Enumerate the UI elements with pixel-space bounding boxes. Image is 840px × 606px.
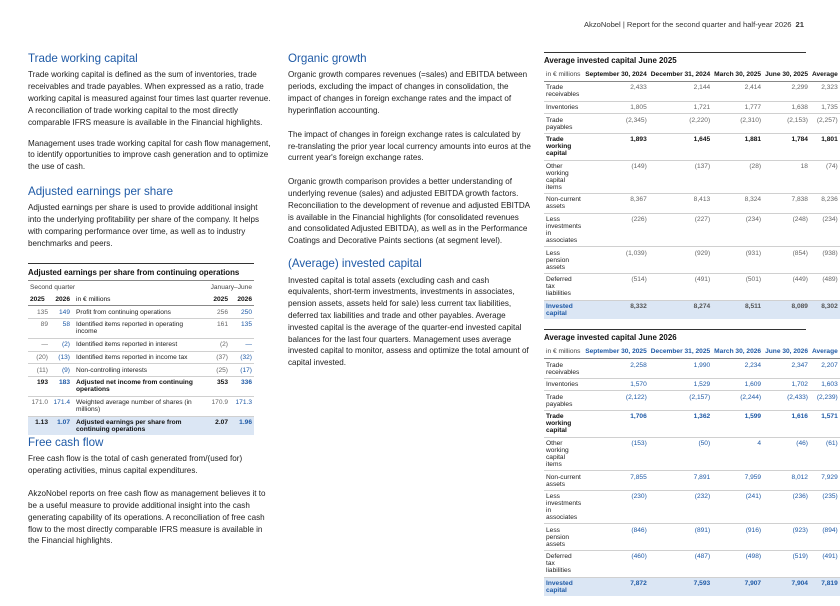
page-number: 21 [795,20,804,29]
q2-2026-cell: 58 [50,318,72,338]
q2-2026-cell: 183 [50,377,72,397]
h1-2025-cell: (25) [204,364,230,377]
value-cell: (916) [712,524,763,551]
value-cell: 7,959 [712,471,763,491]
value-cell: (501) [712,273,763,300]
header-cell: March 30, 2025 [712,69,763,82]
header-cell: March 30, 2026 [712,346,763,359]
value-cell: (2,239) [810,391,840,411]
value-cell: 1,529 [649,378,712,391]
value-cell: (226) [583,213,649,247]
row-label: Identified items reported in income tax [72,351,204,364]
header-cell: 2025 [204,293,230,305]
q2-2026-cell: (2) [50,338,72,351]
value-cell: (491) [810,551,840,578]
value-cell: 1,599 [712,411,763,438]
value-cell: 2,144 [649,82,712,102]
h1-2025-cell: 170.9 [204,396,230,416]
value-cell: 8,367 [583,194,649,214]
left-column [28,52,272,259]
q2-2026-cell: 149 [50,306,72,319]
value-cell: (2,153) [763,114,810,134]
value-cell: (248) [763,213,810,247]
value-cell: 7,593 [649,577,712,596]
q2-2025-cell: 1.13 [28,416,50,435]
q2-2025-cell: 89 [28,318,50,338]
table-row [544,524,840,551]
value-cell: 2,207 [810,359,840,379]
unit-label: in € millions [544,69,583,82]
value-cell: 8,324 [712,194,763,214]
page-header [584,20,804,29]
table-row [544,411,840,438]
paragraph: Management uses trade working capital for cash flow management, to identify opportunities to improve cash generation and to optimize the use of cash. [28,138,271,172]
invested-capital-2025-block [544,52,838,319]
header-cell: 2026 [230,293,254,305]
row-label: Adjusted net income from continuing operations [72,377,204,397]
q2-2025-cell: 193 [28,377,50,397]
row-label: Less pension assets [544,247,583,274]
paragraph: Trade working capital is defined as the sum of inventories, trade receivables and trade payables. When expressed as a ratio, trade working capital is measured against four times last quarter revenue. A reconciliation of trade working capital to the most directly comparable IFRS measure is available in the Financial highlights. [28,70,271,127]
h1-2026-cell: 336 [230,377,254,397]
table-row [544,551,840,578]
header-cell: 2026 [50,293,72,305]
h1-2025-cell: 161 [204,318,230,338]
value-cell: (2,157) [649,391,712,411]
value-cell: (234) [810,213,840,247]
value-cell: (498) [712,551,763,578]
table-row [544,160,840,194]
table-title: Average invested capital June 2025 [544,52,806,69]
header-cell: June 30, 2026 [763,346,810,359]
paragraph: AkzoNobel reports on free cash flow as management believes it to be a useful measure to provide additional insight into the cash generating capability of its operations. A reconciliation of free cash flow to the most directly comparable IFRS measure is available in the Financial highlights. [28,489,266,546]
paragraph: Adjusted earnings per share is used to provide additional insight into the underlying profitability per share of the company. It helps with comparing performance over time, as well as to industry benchmarks and peers. [28,203,260,248]
q2-2025-cell: 135 [28,306,50,319]
value-cell: 1,706 [583,411,649,438]
paragraph: Organic growth comparison provides a better understanding of underlying revenue (sales) and adjusted EBITDA growth factors. Reconciliation to the development of revenue and adjusted EBITDA is available in the Financial highlights (for consolidated revenues and consolidated Adjusted EBITDA), as well as in the Performance Coatings and Decorative Paints sections (at segment level). [288,177,530,246]
q2-2025-cell: (20) [28,351,50,364]
row-label: Other working capital items [544,160,583,194]
invested-capital-2026-block [544,329,838,596]
value-cell: (74) [810,160,840,194]
h1-2026-cell: (32) [230,351,254,364]
header-cell: Average [810,69,840,82]
header-cell: September 30, 2025 [583,346,649,359]
value-cell: (514) [583,273,649,300]
value-cell: (929) [649,247,712,274]
row-label: Less investments in associates [544,490,583,524]
header-cell: December 31, 2024 [649,69,712,82]
value-cell: 1,893 [583,133,649,160]
table-group-row [28,281,254,294]
value-cell: (235) [810,490,840,524]
section-title-adjusted-eps: Adjusted earnings per share [28,184,174,198]
value-cell: (1,039) [583,247,649,274]
value-cell: 2,258 [583,359,649,379]
value-cell: (2,122) [583,391,649,411]
row-label: Trade payables [544,114,583,134]
value-cell: (449) [763,273,810,300]
value-cell: 7,929 [810,471,840,491]
h1-2026-cell: (17) [230,364,254,377]
value-cell: 8,511 [712,300,763,319]
row-label: Trade receivables [544,359,583,379]
h1-2025-cell: 2.07 [204,416,230,435]
value-cell: (46) [763,437,810,471]
q2-2026-cell: (9) [50,364,72,377]
value-cell: 1,801 [810,133,840,160]
table-row [28,364,254,377]
row-label: Profit from continuing operations [72,306,204,319]
value-cell: 1,735 [810,101,840,114]
value-cell: 4 [712,437,763,471]
value-cell: (489) [810,273,840,300]
q2-2025-cell: — [28,338,50,351]
value-cell: (227) [649,213,712,247]
value-cell: (923) [763,524,810,551]
h1-2025-cell: (37) [204,351,230,364]
value-cell: 1,784 [763,133,810,160]
value-cell: 1,638 [763,101,810,114]
eps-table-title: Adjusted earnings per share from continuing operations [28,263,254,280]
value-cell: 1,571 [810,411,840,438]
row-label: Deferred tax liabilities [544,551,583,578]
value-cell: 1,362 [649,411,712,438]
table-row [544,471,840,491]
value-cell: (232) [649,490,712,524]
header-text: AkzoNobel | Report for the second quarter and half-year 2026 [583,20,792,29]
value-cell: (28) [712,160,763,194]
value-cell: 2,414 [712,82,763,102]
value-cell: (519) [763,551,810,578]
table-row [544,391,840,411]
value-cell: 1,609 [712,378,763,391]
invested-capital-2026-table [544,346,840,596]
value-cell: (137) [649,160,712,194]
table-row [544,213,840,247]
table-header-row [544,346,840,359]
table-row [544,273,840,300]
group-label-halfyear: January–June [204,281,254,294]
paragraph: Organic growth compares revenues (=sales) and EBITDA between periods, excluding the impact of changes in consolidation, the impact of changes in foreign exchange rates and the impact of hyperinflation accounting. [288,70,528,115]
paragraph: The impact of changes in foreign exchange rates is calculated by re-translating the prior year local currency amounts into euros at the current year's foreign exchange rates. [288,129,531,163]
row-label: Adjusted earnings per share from continuing operations [72,416,204,435]
h1-2025-cell: (2) [204,338,230,351]
value-cell: 8,302 [810,300,840,319]
value-cell: 7,819 [810,577,840,596]
row-label: Trade working capital [544,411,583,438]
table-row [28,338,254,351]
value-cell: 1,881 [712,133,763,160]
table-row [544,247,840,274]
value-cell: 2,234 [712,359,763,379]
table-row [28,351,254,364]
h1-2025-cell: 353 [204,377,230,397]
row-label: Trade payables [544,391,583,411]
row-label: Invested capital [544,577,583,596]
q2-2026-cell: (13) [50,351,72,364]
value-cell: 8,274 [649,300,712,319]
right-column [544,52,838,606]
value-cell: 8,089 [763,300,810,319]
value-cell: 1,570 [583,378,649,391]
value-cell: 1,777 [712,101,763,114]
header-cell: Average [810,346,840,359]
row-label: Non-controlling interests [72,364,204,377]
value-cell: (61) [810,437,840,471]
value-cell: 1,990 [649,359,712,379]
row-label: Deferred tax liabilities [544,273,583,300]
row-label: Invested capital [544,300,583,319]
value-cell: 1,721 [649,101,712,114]
h1-2025-cell: 256 [204,306,230,319]
value-cell: (487) [649,551,712,578]
value-cell: 8,332 [583,300,649,319]
table-row [544,378,840,391]
table-row [28,306,254,319]
invested-capital-2025-table [544,69,840,319]
row-label: Inventories [544,378,583,391]
row-label: Inventories [544,101,583,114]
header-cell: June 30, 2025 [763,69,810,82]
value-cell: 8,012 [763,471,810,491]
value-cell: (894) [810,524,840,551]
h1-2026-cell: 135 [230,318,254,338]
value-cell: (2,244) [712,391,763,411]
row-label: Identified items reported in operating income [72,318,204,338]
h1-2026-cell: — [230,338,254,351]
row-label: Less investments in associates [544,213,583,247]
row-label: Identified items reported in interest [72,338,204,351]
table-row [544,490,840,524]
middle-column [288,52,532,378]
value-cell: (938) [810,247,840,274]
section-title-trade-working-capital: Trade working capital [28,52,138,65]
value-cell: 1,616 [763,411,810,438]
h1-2026-cell: 1.96 [230,416,254,435]
section-title-free-cash-flow: Free cash flow [28,436,104,449]
q2-2026-cell: 171.4 [50,396,72,416]
value-cell: (236) [763,490,810,524]
value-cell: (50) [649,437,712,471]
table-row [544,359,840,379]
value-cell: 2,347 [763,359,810,379]
value-cell: (2,433) [763,391,810,411]
value-cell: (846) [583,524,649,551]
q2-2025-cell: 171.0 [28,396,50,416]
h1-2026-cell: 171.3 [230,396,254,416]
value-cell: (230) [583,490,649,524]
table-row [544,300,840,319]
table-header-row [28,293,254,305]
row-label: Non-current assets [544,194,583,214]
header-cell: in € millions [72,293,204,305]
section-title-invested-capital: (Average) invested capital [288,257,422,271]
value-cell: (854) [763,247,810,274]
row-label: Trade receivables [544,82,583,102]
row-label: Non-current assets [544,471,583,491]
value-cell: 18 [763,160,810,194]
row-label: Trade working capital [544,133,583,160]
eps-table-block [28,263,254,435]
h1-2026-cell: 250 [230,306,254,319]
value-cell: (460) [583,551,649,578]
value-cell: (2,257) [810,114,840,134]
table-row [28,416,254,435]
table-row [544,437,840,471]
value-cell: 7,904 [763,577,810,596]
value-cell: 1,702 [763,378,810,391]
value-cell: 8,413 [649,194,712,214]
eps-table [28,280,254,435]
value-cell: 7,855 [583,471,649,491]
table-row [544,133,840,160]
value-cell: (241) [712,490,763,524]
value-cell: (931) [712,247,763,274]
value-cell: (2,220) [649,114,712,134]
unit-label: in € millions [544,346,583,359]
table-title: Average invested capital June 2026 [544,329,806,346]
header-cell: 2025 [28,293,50,305]
free-cash-flow-section [28,436,272,556]
table-row [28,318,254,338]
value-cell: 1,603 [810,378,840,391]
value-cell: 2,299 [763,82,810,102]
table-header-row [544,69,840,82]
q2-2026-cell: 1.07 [50,416,72,435]
header-cell: December 31, 2025 [649,346,712,359]
value-cell: 8,236 [810,194,840,214]
value-cell: (153) [583,437,649,471]
value-cell: 2,433 [583,82,649,102]
value-cell: (149) [583,160,649,194]
table-row [544,114,840,134]
value-cell: (2,345) [583,114,649,134]
paragraph: Invested capital is total assets (excluding cash and cash equivalents, short-term investments, investments in associates, pension assets, assets held for sale) less current tax liabilities, deferred tax liabilities and trade and other payables. Average invested capital is the average of the quarter-end invested capital balances for the last four quarters. Management uses average invested capital to monitor, assess and optimize the total amount of capital invested. [288,275,529,368]
value-cell: 7,907 [712,577,763,596]
group-label-quarter: Second quarter [28,281,204,294]
value-cell: 1,645 [649,133,712,160]
table-row [544,101,840,114]
table-row [28,377,254,397]
value-cell: 7,891 [649,471,712,491]
value-cell: (491) [649,273,712,300]
value-cell: (891) [649,524,712,551]
value-cell: 7,872 [583,577,649,596]
header-cell: September 30, 2024 [583,69,649,82]
row-label: Less pension assets [544,524,583,551]
table-row [544,194,840,214]
table-row [28,396,254,416]
q2-2025-cell: (11) [28,364,50,377]
value-cell: 7,838 [763,194,810,214]
value-cell: (2,310) [712,114,763,134]
section-title-organic-growth: Organic growth [288,52,367,65]
table-row [544,577,840,596]
table-row [544,82,840,102]
value-cell: 1,805 [583,101,649,114]
paragraph: Free cash flow is the total of cash generated from/(used for) operating activities, minus capital expenditures. [28,454,243,476]
value-cell: (234) [712,213,763,247]
row-label: Weighted average number of shares (in millions) [72,396,204,416]
row-label: Other working capital items [544,437,583,471]
value-cell: 2,323 [810,82,840,102]
